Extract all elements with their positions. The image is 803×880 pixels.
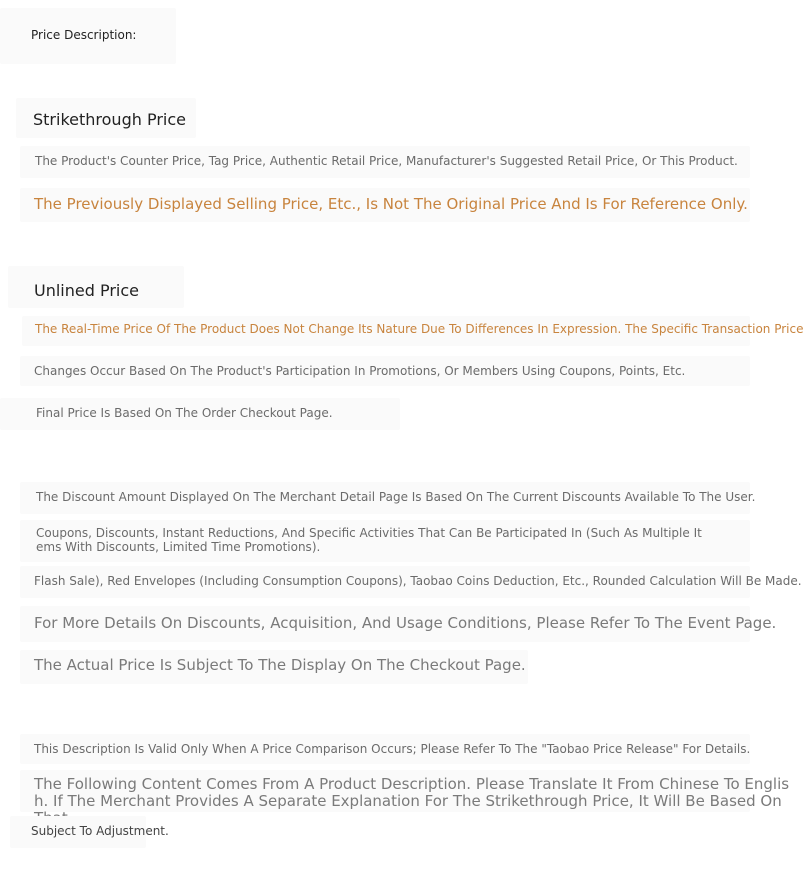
- footer-line-2-block: [20, 770, 790, 812]
- strikethrough-reference-note: The Previously Displayed Selling Price, Etc., Is Not The Original Price And Is For Reference Only.: [34, 195, 748, 213]
- strikethrough-line-1-block: [20, 146, 750, 178]
- discount-amount-note: The Discount Amount Displayed On The Merchant Detail Page Is Based On The Current Discounts Available To The User.: [36, 490, 756, 504]
- discount-line-2-block: [20, 520, 750, 562]
- product-description-note: The Following Content Comes From A Product Description. Please Translate It From Chinese To English. If The Merchant Provides A Separate Explanation For The Strikethrough Price, It Will Be Based On: [34, 775, 790, 810]
- footer-line-1-block: [20, 734, 750, 764]
- discount-line-5-block: [20, 650, 528, 684]
- unlined-title-block: [8, 266, 184, 308]
- unlined-realtime-note: The Real-Time Price Of The Product Does Not Change Its Nature Due To Differences In Expression. The Specific Transaction Price: [35, 322, 803, 336]
- discount-line-1-block: [20, 482, 756, 514]
- discount-line-3-block: [20, 566, 802, 598]
- strikethrough-line-2-block: [20, 188, 750, 222]
- strikethrough-title-block: [16, 98, 196, 138]
- discount-rounding-note: Flash Sale), Red Envelopes (Including Consumption Coupons), Taobao Coins Deduction, Etc., Rounded Calculation Will Be Made.: [34, 574, 802, 588]
- unlined-checkout-note: Final Price Is Based On The Order Checkout Page.: [36, 406, 333, 420]
- discount-line-4-block: [20, 606, 777, 642]
- subject-to-adjustment: Subject To Adjustment.: [31, 824, 169, 838]
- comparison-validity-note: This Description Is Valid Only When A Price Comparison Occurs; Please Refer To The "Taobao Price Release" For Details.: [34, 742, 751, 756]
- unlined-line-2-block: [20, 356, 750, 386]
- unlined-line-3-block: [0, 398, 400, 430]
- page-title: Price Description:: [31, 28, 137, 42]
- price-description-header: [0, 8, 176, 64]
- discount-coupons-note: Coupons, Discounts, Instant Reductions, And Specific Activities That Can Be Participated In (Such As Multiple Items With Discounts, Limited Time Promotions).: [36, 526, 702, 554]
- discount-details-note: For More Details On Discounts, Acquisition, And Usage Conditions, Please Refer To The Event Page.: [34, 614, 777, 632]
- discount-checkout-note: The Actual Price Is Subject To The Display On The Checkout Page.: [34, 656, 526, 674]
- footer-line-3-block: [10, 816, 169, 848]
- unlined-promotion-note: Changes Occur Based On The Product's Participation In Promotions, Or Members Using Coupons, Points, Etc.: [34, 364, 686, 378]
- strikethrough-description: The Product's Counter Price, Tag Price, Authentic Retail Price, Manufacturer's Suggested Retail Price, Or This Product.: [35, 154, 738, 168]
- section-title-unlined: Unlined Price: [34, 281, 139, 300]
- unlined-line-1-block: [22, 316, 803, 346]
- section-title-strikethrough: Strikethrough Price: [33, 110, 186, 129]
